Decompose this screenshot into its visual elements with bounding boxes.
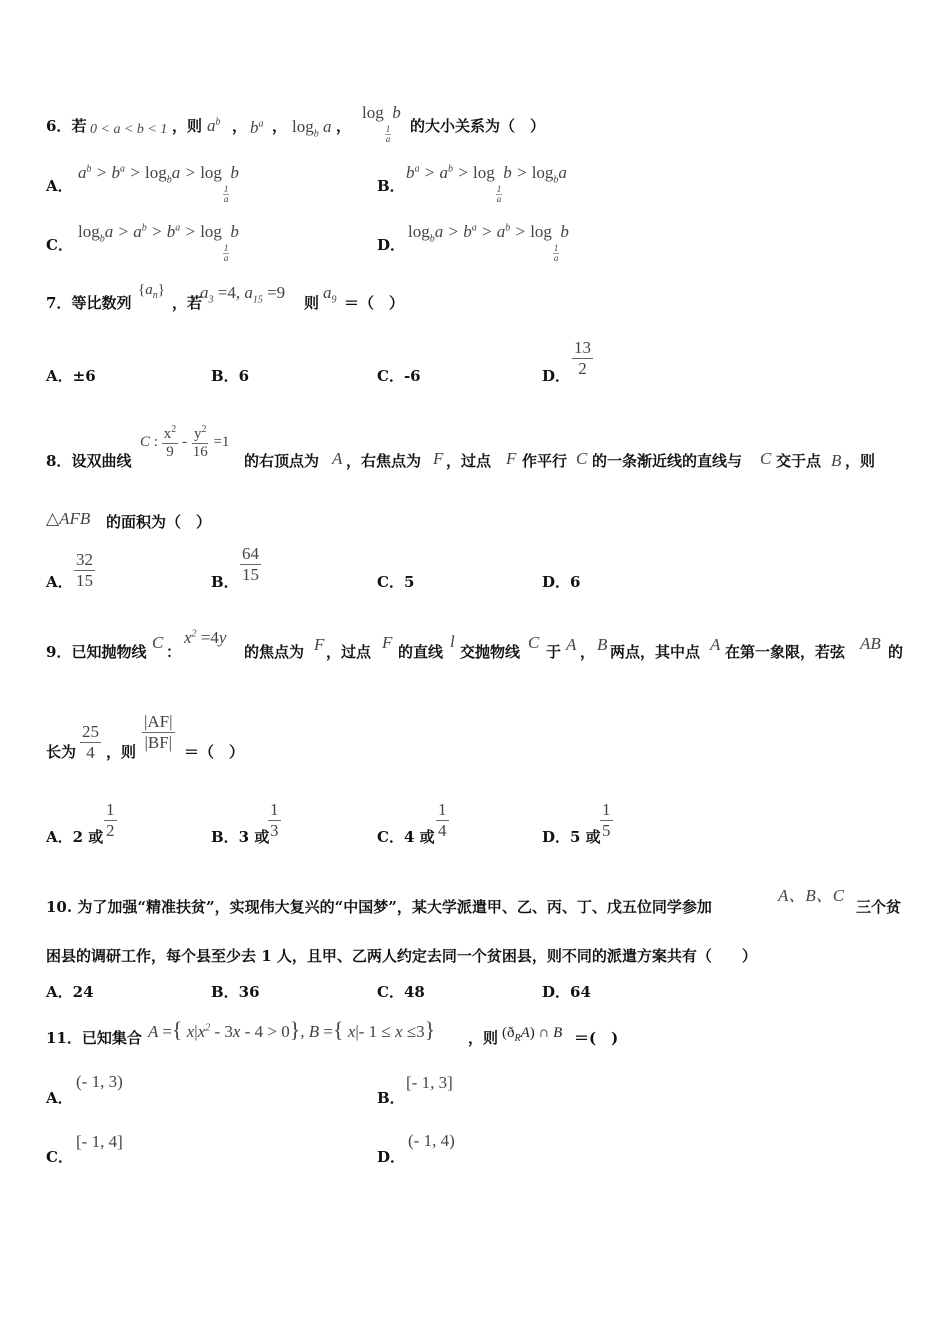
q9-curve-c: C [152, 633, 164, 652]
q9-ratio: $\frac{|AF|}{|BF|}$ [144, 712, 173, 752]
q9-line2-b: ，则 [106, 743, 137, 761]
q7-option-c[interactable]: C．-6 [377, 367, 421, 385]
q11-option-d[interactable]: D． [377, 1148, 406, 1166]
q11-option-a[interactable]: A． [46, 1089, 73, 1107]
q11-stem: 11．已知集合 [46, 1029, 142, 1047]
q9-t5: 交抛物线 [460, 643, 521, 661]
q11-option-c-set: [- 1, 4] [76, 1132, 123, 1151]
q7-a9: $a_9$ [323, 283, 337, 306]
q8-stem: 8．设双曲线 [46, 452, 132, 470]
q6-option-d-expr: $\log_ba > b^a > a^b > \log$ $\frac{1}{a}$ b [408, 222, 569, 263]
q7-sequence: $\{a_n\}$ [138, 282, 165, 301]
q9-line-l: l [450, 632, 455, 651]
q6-comma-2: ， [272, 117, 288, 135]
q8-t5: 的一条渐近线的直线与 [592, 452, 743, 470]
q7-option-d-fraction: $\frac{13}{2}$ [574, 338, 591, 378]
q6-logb-a: $\log_b a$ [292, 117, 332, 140]
q8-t7: ，则 [845, 452, 876, 470]
q6-a-pow-b: $a^b$ [207, 116, 221, 135]
q7-ruo: ，若 [172, 294, 203, 312]
q9-point-f: F [314, 635, 325, 654]
q9-point-b: B [597, 635, 608, 654]
q9-option-c-fraction: $\frac{1}{4}$ [438, 800, 447, 840]
q11-option-b-set: [- 1, 3] [406, 1073, 453, 1092]
q9-t7: ， [580, 643, 596, 661]
q7-condition: $a_3 =4$, $a_{15} =9$ [200, 283, 286, 306]
q11-sets: A ={ $x|x^2 - 3x - 4 > 0$}, B ={ x|- 1 ≤ x ≤3} [148, 1017, 436, 1042]
q9-option-a[interactable]: A．2 或 [46, 828, 104, 846]
q11-option-a-set: (- 1, 3) [76, 1072, 123, 1091]
q7-option-d[interactable]: D． [542, 367, 571, 385]
q10-option-c[interactable]: C．48 [377, 983, 425, 1001]
q9-line2-a: 长为 [46, 743, 77, 761]
q9-t6: 于 [546, 643, 562, 661]
q9-t9: 在第一象限，若弦 [725, 643, 846, 661]
q11-option-b[interactable]: B． [377, 1089, 405, 1107]
q9-option-a-fraction: $\frac{1}{2}$ [106, 800, 115, 840]
q6-log-1a-b: log $\frac{1}{a}$ b [362, 103, 401, 144]
q8-option-d[interactable]: D．6 [542, 573, 581, 591]
q10-option-d[interactable]: D．64 [542, 983, 591, 1001]
q10-line1-tail: 三个贫 [856, 898, 902, 916]
q8-option-b-fraction: $\frac{64}{15}$ [242, 544, 259, 584]
q8-t6: 交于点 [776, 452, 822, 470]
q10-line2: 困县的调研工作，每个县至少去 1 人，且甲、乙两人约定去同一个贫困县，则不同的派遣方案共有（ ） [46, 947, 757, 965]
q9-option-b-fraction: $\frac{1}{3}$ [270, 800, 279, 840]
q8-hyperbola: C : $\frac{x^2}{9}$ - $\frac{y^2}{16}$ =1 [140, 424, 230, 461]
q6-stem: 6．若 [46, 117, 87, 135]
q8-curve-c: C [576, 449, 588, 468]
q7-option-b[interactable]: B．6 [211, 367, 250, 385]
q8-option-c[interactable]: C．5 [377, 573, 415, 591]
q8-t3: ，过点 [446, 452, 492, 470]
q6-b-pow-a: $b^a$ [250, 118, 264, 137]
q6-option-b[interactable]: B． [377, 177, 405, 195]
q6-option-c[interactable]: C． [46, 236, 73, 254]
q9-option-d-fraction: $\frac{1}{5}$ [602, 800, 611, 840]
q9-t2: 的焦点为 [244, 643, 305, 661]
q8-t4: 作平行 [522, 452, 568, 470]
q8-option-b[interactable]: B． [211, 573, 239, 591]
q6-option-a[interactable]: A． [46, 177, 73, 195]
q7-ze: 则 [304, 294, 320, 312]
q8-point-f: F [433, 449, 444, 468]
q9-point-a: A [566, 635, 577, 654]
q11-eq: ＝( ) [574, 1029, 619, 1047]
q7-option-a[interactable]: A．±6 [46, 367, 96, 385]
q6-option-b-expr: $b^a > a^b > \log$ $\frac{1}{a}$ $b > \log_ba$ [406, 163, 567, 204]
q8-t2: ，右焦点为 [346, 452, 422, 470]
q10-line1: 10. 为了加强“精准扶贫”，实现伟大复兴的“中国梦”，某大学派遣甲、乙、丙、丁、戊五位同学参加 [46, 898, 712, 916]
q9-parabola: $x^2 =4y$ [184, 628, 227, 647]
q11-option-c[interactable]: C． [46, 1148, 73, 1166]
q9-point-a-2: A [710, 635, 721, 654]
q9-t1: ： [166, 643, 182, 661]
q8-curve-c-2: C [760, 449, 772, 468]
q8-point-a: A [332, 449, 343, 468]
q11-tail: ，则 [468, 1029, 499, 1047]
q6-then: ，则 [172, 117, 203, 135]
q6-condition: 0 < a < b < 1 [90, 122, 168, 137]
q11-option-d-set: (- 1, 4) [408, 1131, 455, 1150]
q6-option-d[interactable]: D． [377, 236, 406, 254]
q9-option-c[interactable]: C．4 或 [377, 828, 435, 846]
q9-t10: 的 [888, 643, 904, 661]
q9-t3: ，过点 [326, 643, 372, 661]
q10-option-a[interactable]: A．24 [46, 983, 94, 1001]
q8-t1: 的右顶点为 [244, 452, 320, 470]
q8-point-b: B [831, 451, 842, 470]
q8-point-f-2: F [506, 449, 517, 468]
q9-chord-ab: AB [860, 634, 881, 653]
q6-comma-3: ， [336, 117, 352, 135]
q9-point-f-2: F [382, 633, 393, 652]
q6-option-a-expr: $a^b > b^a > \log_ba > \log$ $\frac{1}{a}$ b [78, 163, 239, 204]
q6-tail: 的大小关系为（ ） [410, 117, 546, 135]
q8-option-a-fraction: $\frac{32}{15}$ [76, 550, 93, 590]
q9-length-fraction: $\frac{25}{4}$ [82, 722, 99, 762]
q7-tail: ＝（ ） [344, 294, 405, 312]
q8-line2: 的面积为（ ） [106, 513, 212, 531]
q7-stem: 7．等比数列 [46, 294, 132, 312]
q6-option-c-expr: $\log_ba > a^b > b^a > \log$ $\frac{1}{a}$ b [78, 222, 239, 263]
q9-t4: 的直线 [398, 643, 444, 661]
q10-counties: A、B、C [778, 886, 845, 905]
q8-triangle: △AFB [46, 509, 91, 528]
q9-option-d[interactable]: D．5 或 [542, 828, 601, 846]
q9-stem: 9．已知抛物线 [46, 643, 147, 661]
q10-option-b[interactable]: B．36 [211, 983, 260, 1001]
q11-expression: $(ð_RA)$ ∩ B [502, 1025, 563, 1044]
q9-t8: 两点，其中点 [610, 643, 701, 661]
q6-comma-1: ， [232, 117, 248, 135]
q8-option-a[interactable]: A． [46, 573, 73, 591]
q9-line2-c: ＝（ ） [184, 743, 245, 761]
q9-curve-c-2: C [528, 633, 540, 652]
q9-option-b[interactable]: B．3 或 [211, 828, 270, 846]
